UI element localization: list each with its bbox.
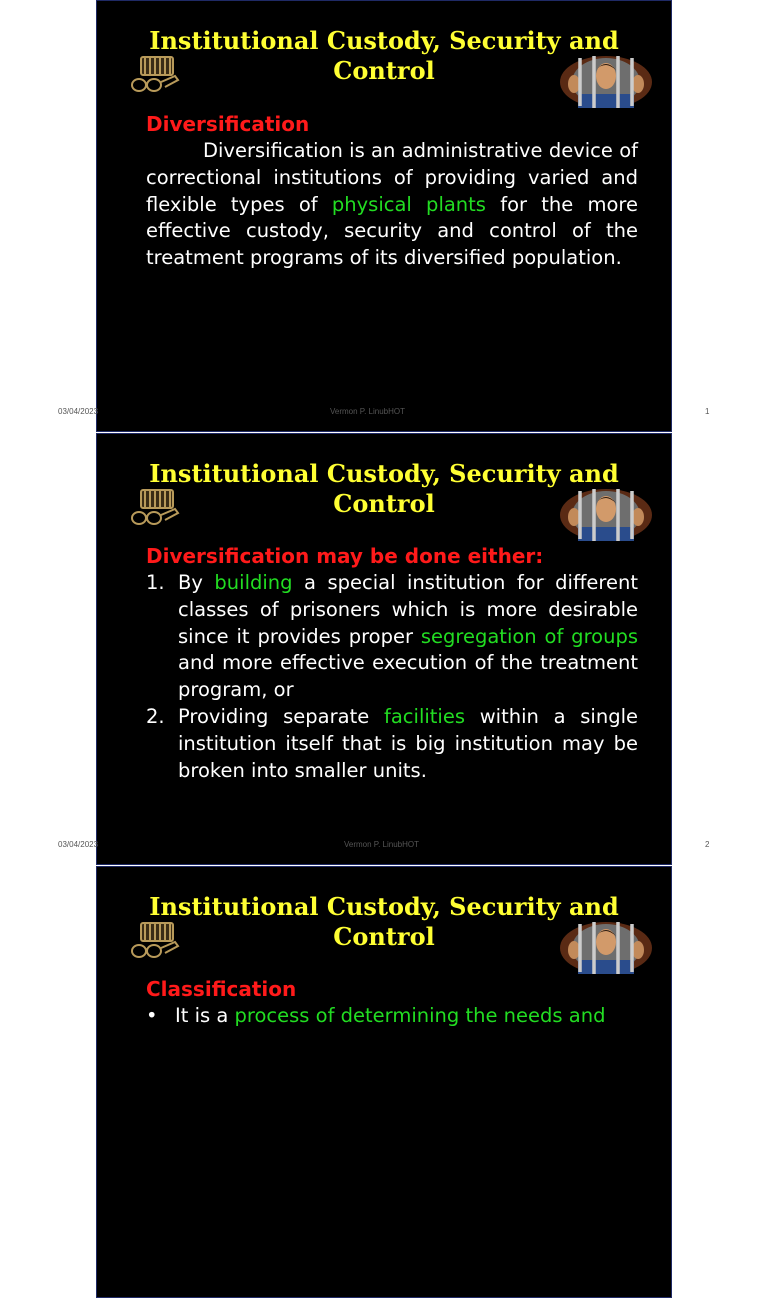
slide-2	[96, 433, 672, 865]
list-item: 1. By building a special institution for different classes of prisoners which is more desirable since it provides proper segregation of groups and more effective execution of the treatment program, or	[146, 571, 638, 702]
footer-author: Vermon P. LinubHOT	[344, 840, 420, 849]
footer-page-number: 1	[705, 407, 710, 416]
highlight-text: facilities	[383, 704, 465, 728]
bullet-list	[146, 1003, 638, 1030]
highlight-text: building	[214, 571, 293, 594]
prisoner-behind-bars-icon	[560, 922, 652, 974]
slide-3	[96, 866, 672, 1298]
body-paragraph: Diversification is an administrative device of correctional institutions of providing varied and flexible types of physical plants for the more effective custody, security and control of the treatment programs of its diversified population.	[146, 139, 638, 270]
section-heading: Diversification	[146, 112, 310, 136]
handcuffs-icon	[129, 489, 181, 529]
slide-title: Institutional Custody, Security and Control	[149, 459, 619, 518]
slide-title: Institutional Custody, Security and Control	[149, 26, 619, 85]
slide-title: Institutional Custody, Security and Control	[149, 892, 619, 951]
highlight-text: process of determining the needs and	[234, 1004, 606, 1027]
handcuffs-icon	[129, 56, 181, 96]
footer-date: 03/04/2023	[58, 840, 99, 849]
slide-1	[96, 0, 672, 432]
section-heading: Classification	[146, 977, 297, 1001]
footer-date: 03/04/2023	[58, 407, 99, 416]
footer-author: Vermon P. LinubHOT	[330, 407, 406, 416]
section-heading: Diversification may be done either:	[146, 544, 544, 568]
prisoner-behind-bars-icon	[560, 56, 652, 108]
footer-page-number: 2	[705, 840, 710, 849]
numbered-list	[146, 570, 638, 784]
list-item: 2. Providing separate facilities within a single institution itself that is big institution may be broken into smaller units.	[146, 704, 639, 782]
highlight-text: physical plants	[331, 192, 486, 216]
highlight-text: segregation of groups	[420, 624, 638, 648]
handcuffs-icon	[129, 922, 181, 962]
list-item: • It is a process of determining the needs and	[146, 1004, 606, 1027]
prisoner-behind-bars-icon	[560, 489, 652, 541]
